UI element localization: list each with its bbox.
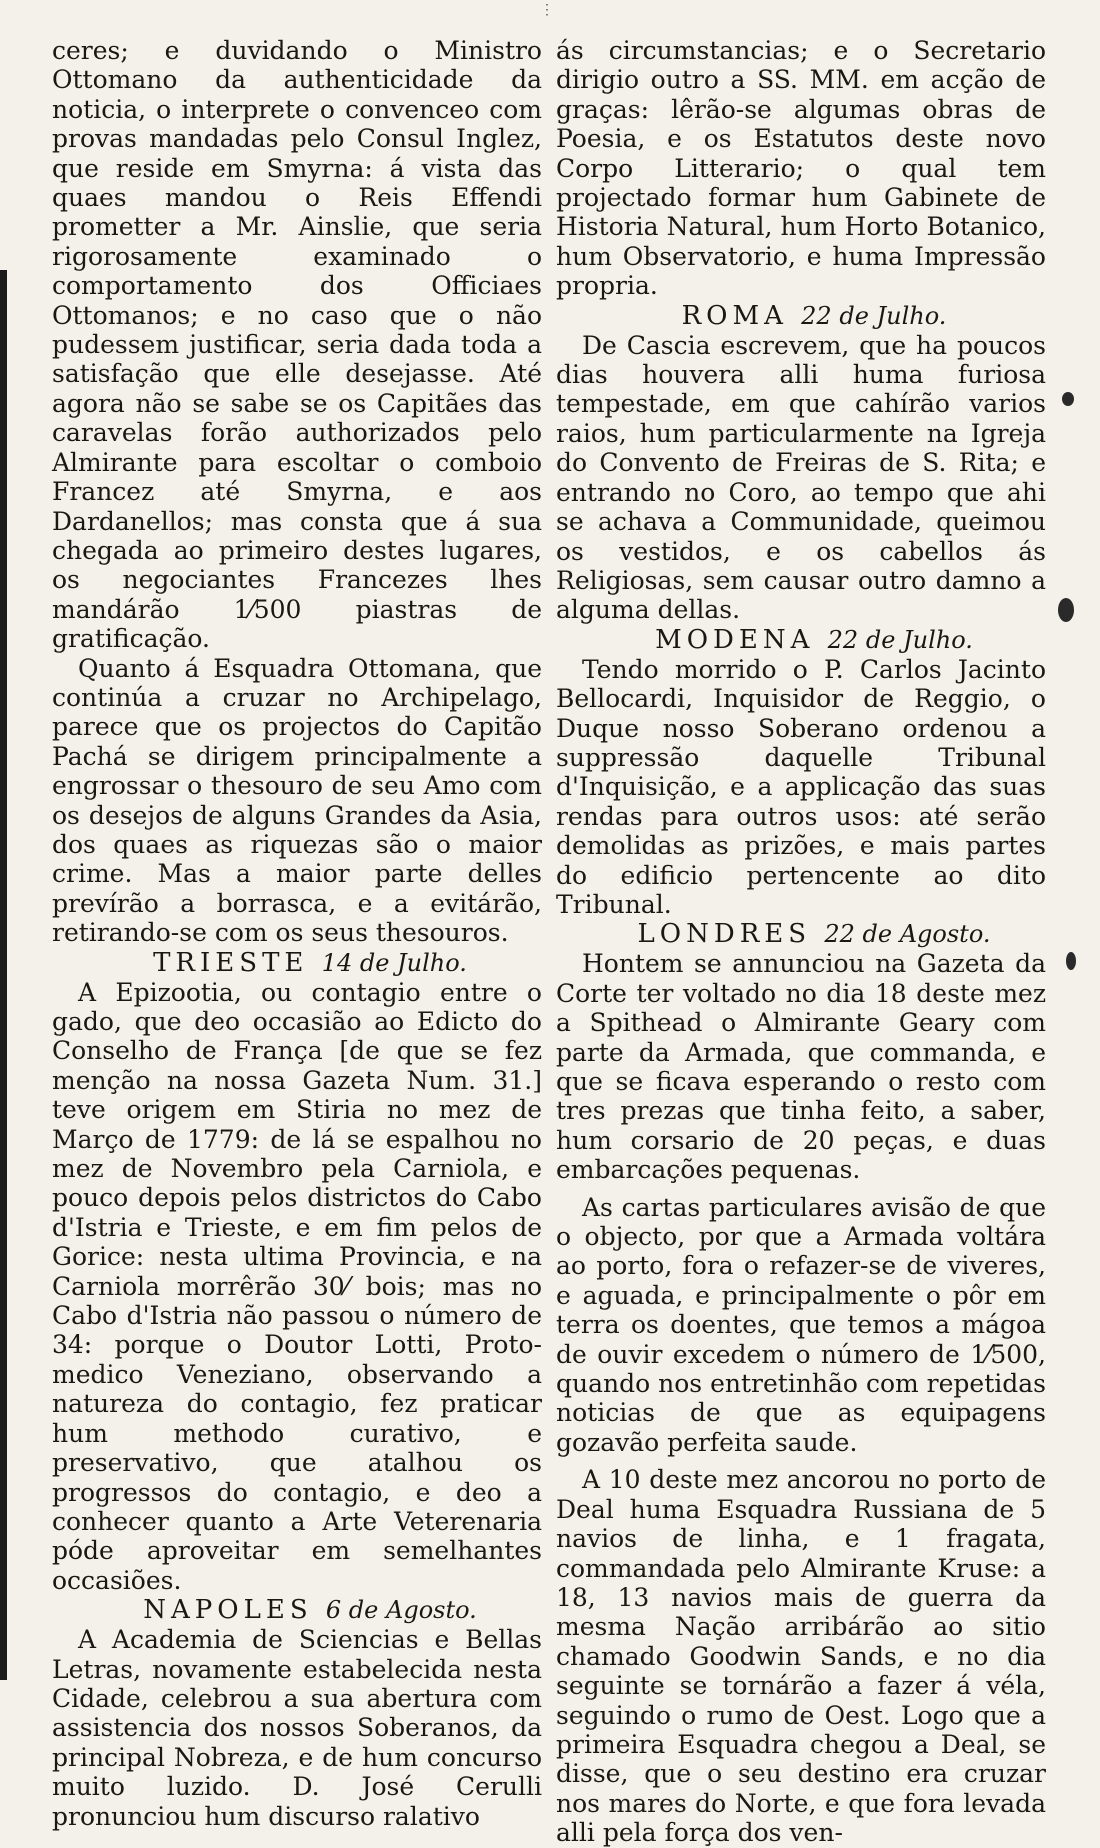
ink-spot [1058,598,1074,622]
top-marker: ⋮ [540,2,554,18]
dateline [52,1595,542,1625]
dateline-place: MODENA [655,624,815,655]
scan-edge-bar [0,270,7,1680]
dateline-date: 14 de Julho. [321,948,467,977]
article-paragraph: Tendo morrido o P. Carlos Jacinto Bellocardi, Inquisidor de Reggio, o Duque nosso Soberano ordenou a suppressão daquelle Tribunal d'Inquisição, e a applicação das suas rendas para outros usos: até serão demolidas as prizões, e mais partes do edificio pertencente ao dito Tribunal. [556,654,1046,919]
dateline-place: ROMA [681,300,788,331]
article-paragraph: Quanto á Esquadra Ottomana, que continúa a cruzar no Archipelago, parece que os projectos do Capitão Pachá se dirigem principalmente a engrossar o thesouro de seu Amo com os desejos de alguns Grandes da Asia, dos quaes as riquezas são o maior crime. Mas a maior parte delles prevírão a borrasca, e a evitárão, retirando-se com os seus thesouros. [52,653,542,948]
ink-spot [1062,392,1074,406]
dateline-date: 22 de Julho. [801,301,947,330]
article-paragraph: A Epizootia, ou contagio entre o gado, que deo occasião ao Edicto do Conselho de França [de que se fez menção na nossa Gazeta Num. 31.] teve origem em Stiria no mez de Março de 1779: de lá se espalhou no mez de Novembro pela Carniola, e pouco depois pelos districtos do Cabo d'Istria e Trieste, e em fim pelos de Gorice: nesta ultima Provincia, e na Carniola morrêrão 30⁄ bois; mas no Cabo d'Istria não passou o número de 34: porque o Doutor Lotti, Proto-medico Veneziano, observando a natureza do contagio, fez praticar hum methodo curativo, e preservativo, que atalhou os progressos do contagio, e deo a conhecer quanto a Arte Veterenaria póde aproveitar em semelhantes occasiões. [52,977,542,1595]
dateline-date: 6 de Agosto. [325,1596,477,1625]
dateline [52,948,542,978]
dateline-date: 22 de Julho. [827,625,973,654]
dateline-date: 22 de Agosto. [824,920,991,949]
dateline [556,301,1046,331]
article-paragraph: A 10 deste mez ancorou no porto de Deal huma Esquadra Russiana de 5 navios de linha, e 1 fragata, commandada pelo Almirante Kruse: a 18, 13 navios mais de guerra da mesma Nação arribárão ao sitio chamado Goodwin Sands, e no dia seguinte se tornárão a fazer á véla, seguindo o rumo de Oest. Logo que a primeira Esquadra chegou a Deal, se disse, que o seu destino era cruzar nos mares do Norte, e que fora levada alli pela força dos ven- [556,1465,1046,1848]
ink-spot [1066,952,1076,970]
article-paragraph: A Academia de Sciencias e Bellas Letras, novamente estabelecida nesta Cidade, celebrou a sua abertura com assistencia dos nossos Soberanos, da principal Nobreza, e de hum concurso muito luzido. D. José Cerulli pronunciou hum discurso ralativo [52,1625,542,1831]
dateline [556,919,1046,949]
article-paragraph: De Cascia escrevem, que ha poucos dias houvera alli huma furiosa tempestade, em que cahírão varios raios, hum particularmente na Igreja do Convento de Freiras de S. Rita; e entrando no Coro, ao tempo que ahi se achava a Communidade, queimou os vestidos, e os cabellos ás Religiosas, sem causar outro damno a alguma dellas. [556,330,1046,625]
left-column [52,36,542,1831]
article-continuation: ceres; e duvidando o Ministro Ottomano da authenticidade da noticia, o interprete o convenceo com provas mandadas pelo Consul Inglez, que reside em Smyrna: á vista das quaes mandou o Reis Effendi prometter a Mr. Ainslie, que seria rigorosamente examinado o comportamento dos Officiaes Ottomanos; e no caso que o não pudessem justificar, seria dada toda a satisfação que elle desejasse. Até agora não se sabe se os Capitães das caravelas forão authorizados pelo Almirante para escoltar o comboio Francez até Smyrna, e aos Dardanellos; mas consta que á sua chegada ao primeiro destes lugares, os negociantes Francezes lhes mandárão 1⁄500 piastras de gratificação. [52,36,542,654]
right-column [556,36,1046,1848]
article-continuation: ás circumstancias; e o Secretario dirigio outro a SS. MM. em acção de graças: lêrão-se algumas obras de Poesia, e os Estatutos deste novo Corpo Litterario; o qual tem projectado formar hum Gabinete de Historia Natural, hum Horto Botanico, hum Observatorio, e huma Impressão propria. [556,36,1046,301]
article-paragraph: As cartas particulares avisão de que o objecto, por que a Armada voltára ao porto, fora o refazer-se de viveres, e aguada, e principalmente o pôr em terra os doentes, que temos a mágoa de ouvir excedem o número de 1⁄500, quando nos entretinhão com repetidas noticias de que as equipagens gozavão perfeita saude. [556,1192,1046,1457]
dateline [556,625,1046,655]
dateline-place: NAPOLES [143,1595,313,1626]
article-paragraph: Hontem se annunciou na Gazeta da Corte ter voltado no dia 18 deste mez a Spithead o Almirante Geary com parte da Armada, que commanda, e que se ficava esperando o resto com tres prezas que tinha feito, a saber, hum corsario de 20 peças, e duas embarcações pequenas. [556,949,1046,1185]
dateline-place: TRIESTE [153,947,309,978]
dateline-place: LONDRES [637,919,812,950]
